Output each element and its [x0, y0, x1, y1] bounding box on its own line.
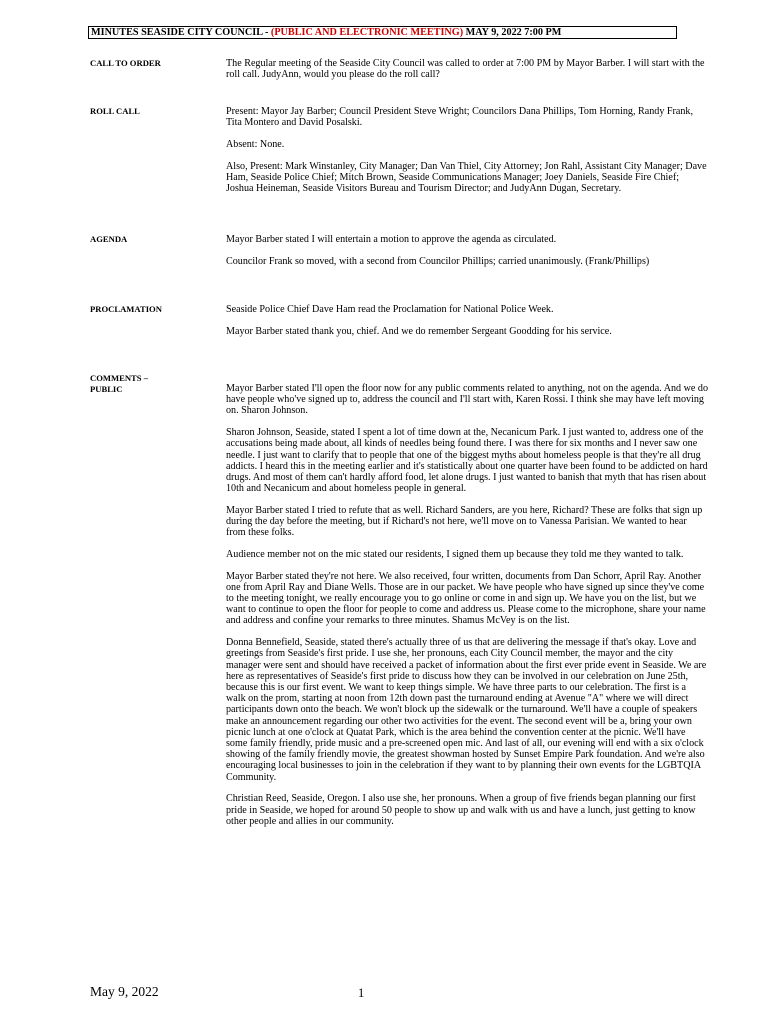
document-header	[88, 26, 677, 39]
paragraph: Sharon Johnson, Seaside, stated I spent a lot of time down at the, Necanicum Park. I just wanted to, address one of the accusations being made about, all kinds of needles being found there. I was there for six months and I never saw one needle. I just want to clarify that to people that one of the biggest myths about homeless people is that they're all drug addicts. I heard this in the meeting earlier and it's statistically about one quarter have been found to be addicted on hard drugs. And most of them can't hardly afford food, let alone drugs. I just wanted to banish that myth that has risen about 10th and Necanicum and about homeless people in general.	[226, 427, 708, 495]
section-body-roll-call	[226, 106, 708, 205]
paragraph: Mayor Barber stated thank you, chief. And we do remember Sergeant Goodding for his service.	[226, 325, 612, 337]
section-label-comments-public	[90, 373, 210, 395]
paragraph: Mayor Barber stated I tried to refute that as well. Richard Sanders, are you here, Richard? These are folks that sign up during the day before the meeting, but if Richard's not here, we'll move on to Vanessa Parisian. We wanted to hear from these folks.	[226, 504, 703, 539]
paragraph: Present: Mayor Jay Barber; Council President Steve Wright; Councilors Dana Phillips, Tom Horning, Randy Frank, Tita Montero and David Posalski.	[226, 106, 693, 129]
section-body-proclamation	[226, 304, 708, 347]
section-label-proclamation: PROCLAMATION	[90, 304, 162, 314]
section-body-agenda	[226, 234, 708, 277]
paragraph: Mayor Barber stated I'll open the floor now for any public comments related to anything, not on the agenda. And we do have people who've signed up to, address the council and I'll start with, Karen Rossi. I think she may have left moving on. Sharon Johnson.	[226, 383, 708, 417]
label-line: COMMENTS –	[90, 373, 149, 383]
section-body-call-to-order	[226, 58, 708, 91]
section-label-agenda: AGENDA	[90, 234, 128, 244]
section-label-call-to-order: CALL TO ORDER	[90, 58, 161, 68]
paragraph: Audience member not on the mic stated our residents, I signed them up because they told me they wanted to talk.	[226, 548, 684, 560]
paragraph: Absent: None.	[226, 138, 285, 150]
paragraph: The Regular meeting of the Seaside City Council was called to order at 7:00 PM by Mayor Barber. I will start with the roll call. JudyAnn, would you please do the roll call?	[226, 58, 705, 81]
page-number: 1	[358, 986, 365, 1000]
section-body-comments-public	[226, 383, 708, 837]
header-date: MAY 9, 2022 7:00 PM	[463, 27, 562, 38]
paragraph: Donna Bennefield, Seaside, stated there's actually three of us that are delivering the message if that's okay. Love and greetings from Seaside's first pride. I use she, her pronouns, each City Council member, the mayor and the city manager were sent and should have received a packet of information about the first ever pride event in Seaside. We are here as representatives of Seaside's first pride to discuss how they can be involved in our celebration on June 25th, because this is our first event. We want to keep things simple. We have three parts to our celebration. The first is a walk on the prom, starting at noon from 12th down past the turnaround ending at Avenue "A" where we will direct participants down onto the beach. We won't block up the sidewalk or the turnaround. We'll have a couple of speakers make an announcement regarding our other two activities for the event. The second event will be a, bring your own picnic lunch at one o'clock at Quatat Park, which is the area behind the convention center at the picnic. We'll have some family friendly, pride music and a pre-screened open mic. And last of all, our evening will end with a six o'clock showing of the family friendly movie, the greatest showman hosted by Sunset Empire Park foundation. And we're also encouraging local businesses to join in the celebration if they want to by planning their own events for the LGBTQIA Community.	[226, 637, 707, 783]
label-line: PUBLIC	[90, 384, 123, 394]
footer-date: May 9, 2022	[90, 984, 159, 999]
paragraph: Mayor Barber stated they're not here. We also received, four written, documents from Dan Schorr, April Ray. Another one from April Ray and Diane Wells. Those are in our packet. We have people who have signed up since they've come to the meeting tonight, we really encourage you to go online or come in and sign up. We have you on the list, but we want to continue to open the floor for people to come and address us. Please come to the microphone, share your name and address and confine your remarks to three minutes. Shamus McVey is on the list.	[226, 570, 706, 627]
paragraph: Christian Reed, Seaside, Oregon. I also use she, her pronouns. When a group of five friends began planning our first pride in Seaside, we hoped for around 50 people to show up and walk with us and have a lunch, just getting to know other people and allies in our community.	[226, 793, 696, 827]
paragraph: Councilor Frank so moved, with a second from Councilor Phillips; carried unanimously. (Frank/Phillips)	[226, 255, 650, 267]
paragraph: Also, Present: Mark Winstanley, City Manager; Dan Van Thiel, City Attorney; Jon Rahl, Assistant City Manager; Dave Ham, Seaside Police Chief; Mitch Brown, Seaside Communications Manager; Joey Daniels, Seaside Fire Chief; Joshua Heineman, Seaside Visitors Bureau and Tourism Director; and JudyAnn Dugan, Secretary.	[226, 160, 707, 195]
section-label-roll-call: ROLL CALL	[90, 106, 140, 116]
header-meeting-type: (PUBLIC AND ELECTRONIC MEETING)	[270, 27, 464, 38]
paragraph: Seaside Police Chief Dave Ham read the Proclamation for National Police Week.	[226, 304, 554, 315]
header-title: MINUTES SEASIDE CITY COUNCIL -	[91, 27, 271, 38]
paragraph: Mayor Barber stated I will entertain a motion to approve the agenda as circulated.	[226, 234, 557, 245]
